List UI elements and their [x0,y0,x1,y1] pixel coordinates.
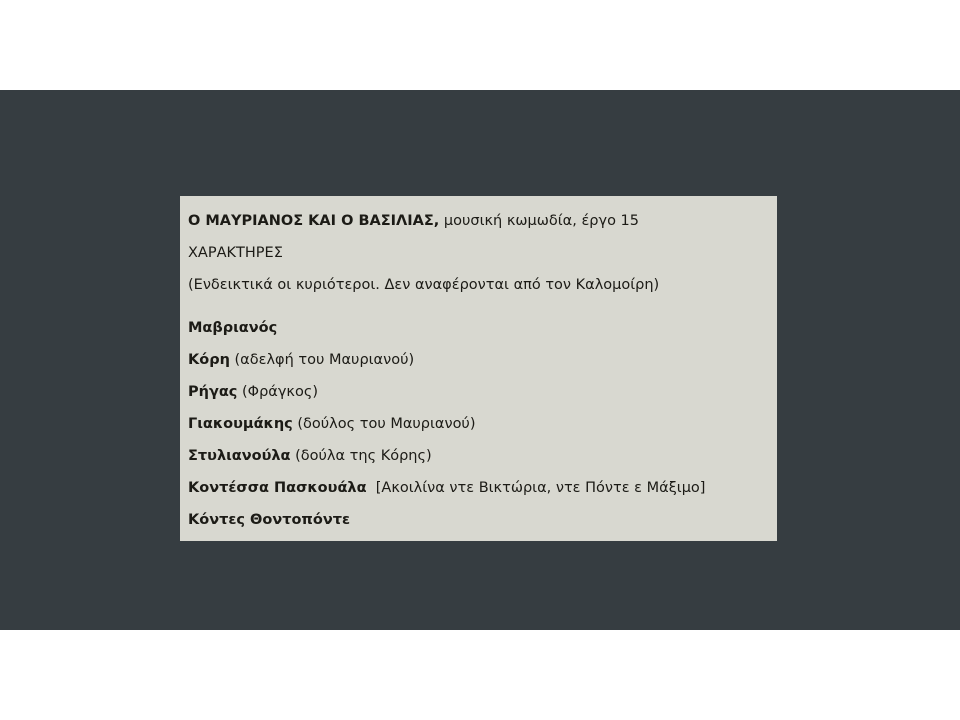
character-description: [Ακοιλίνα ντε Βικτώρια, ντε Πόντε ε Μάξιμο] [366,480,706,496]
characters-heading: ΧΑΡΑΚΤΗΡΕΣ [188,245,283,261]
work-title-line [188,205,769,237]
character-description: (δούλα της Κόρης) [290,448,432,464]
character-line [188,440,769,472]
character-line [188,472,769,504]
character-line [188,344,769,376]
character-name: Στυλιανούλα [188,448,291,464]
character-name: Κόρη [188,352,230,368]
character-description: (αδελφή του Μαυριανού) [229,352,415,368]
work-title: Ο ΜΑΥΡΙΑΝΟΣ ΚΑΙ Ο ΒΑΣΙΛΙΑΣ, [188,213,440,229]
character-line [188,504,769,536]
character-line [188,408,769,440]
character-description: (δούλος του Μαυριανού) [292,416,476,432]
character-description: (Φράγκος) [237,384,318,400]
character-line [188,376,769,408]
characters-note: (Ενδεικτικά οι κυριότεροι. Δεν αναφέρονται από τον Καλομοίρη) [188,277,660,293]
character-name: Ρήγας [188,384,238,400]
character-name: Μαβριανός [188,320,278,336]
work-description: μουσική κωμωδία, έργο 15 [439,213,639,229]
character-line [188,312,769,344]
character-name: Γιακουμάκης [188,416,293,432]
character-name: Κόντες Θοντοπόντε [188,512,351,528]
characters-text-box [180,196,777,541]
character-name: Κοντέσσα Πασκουάλα [188,480,367,496]
